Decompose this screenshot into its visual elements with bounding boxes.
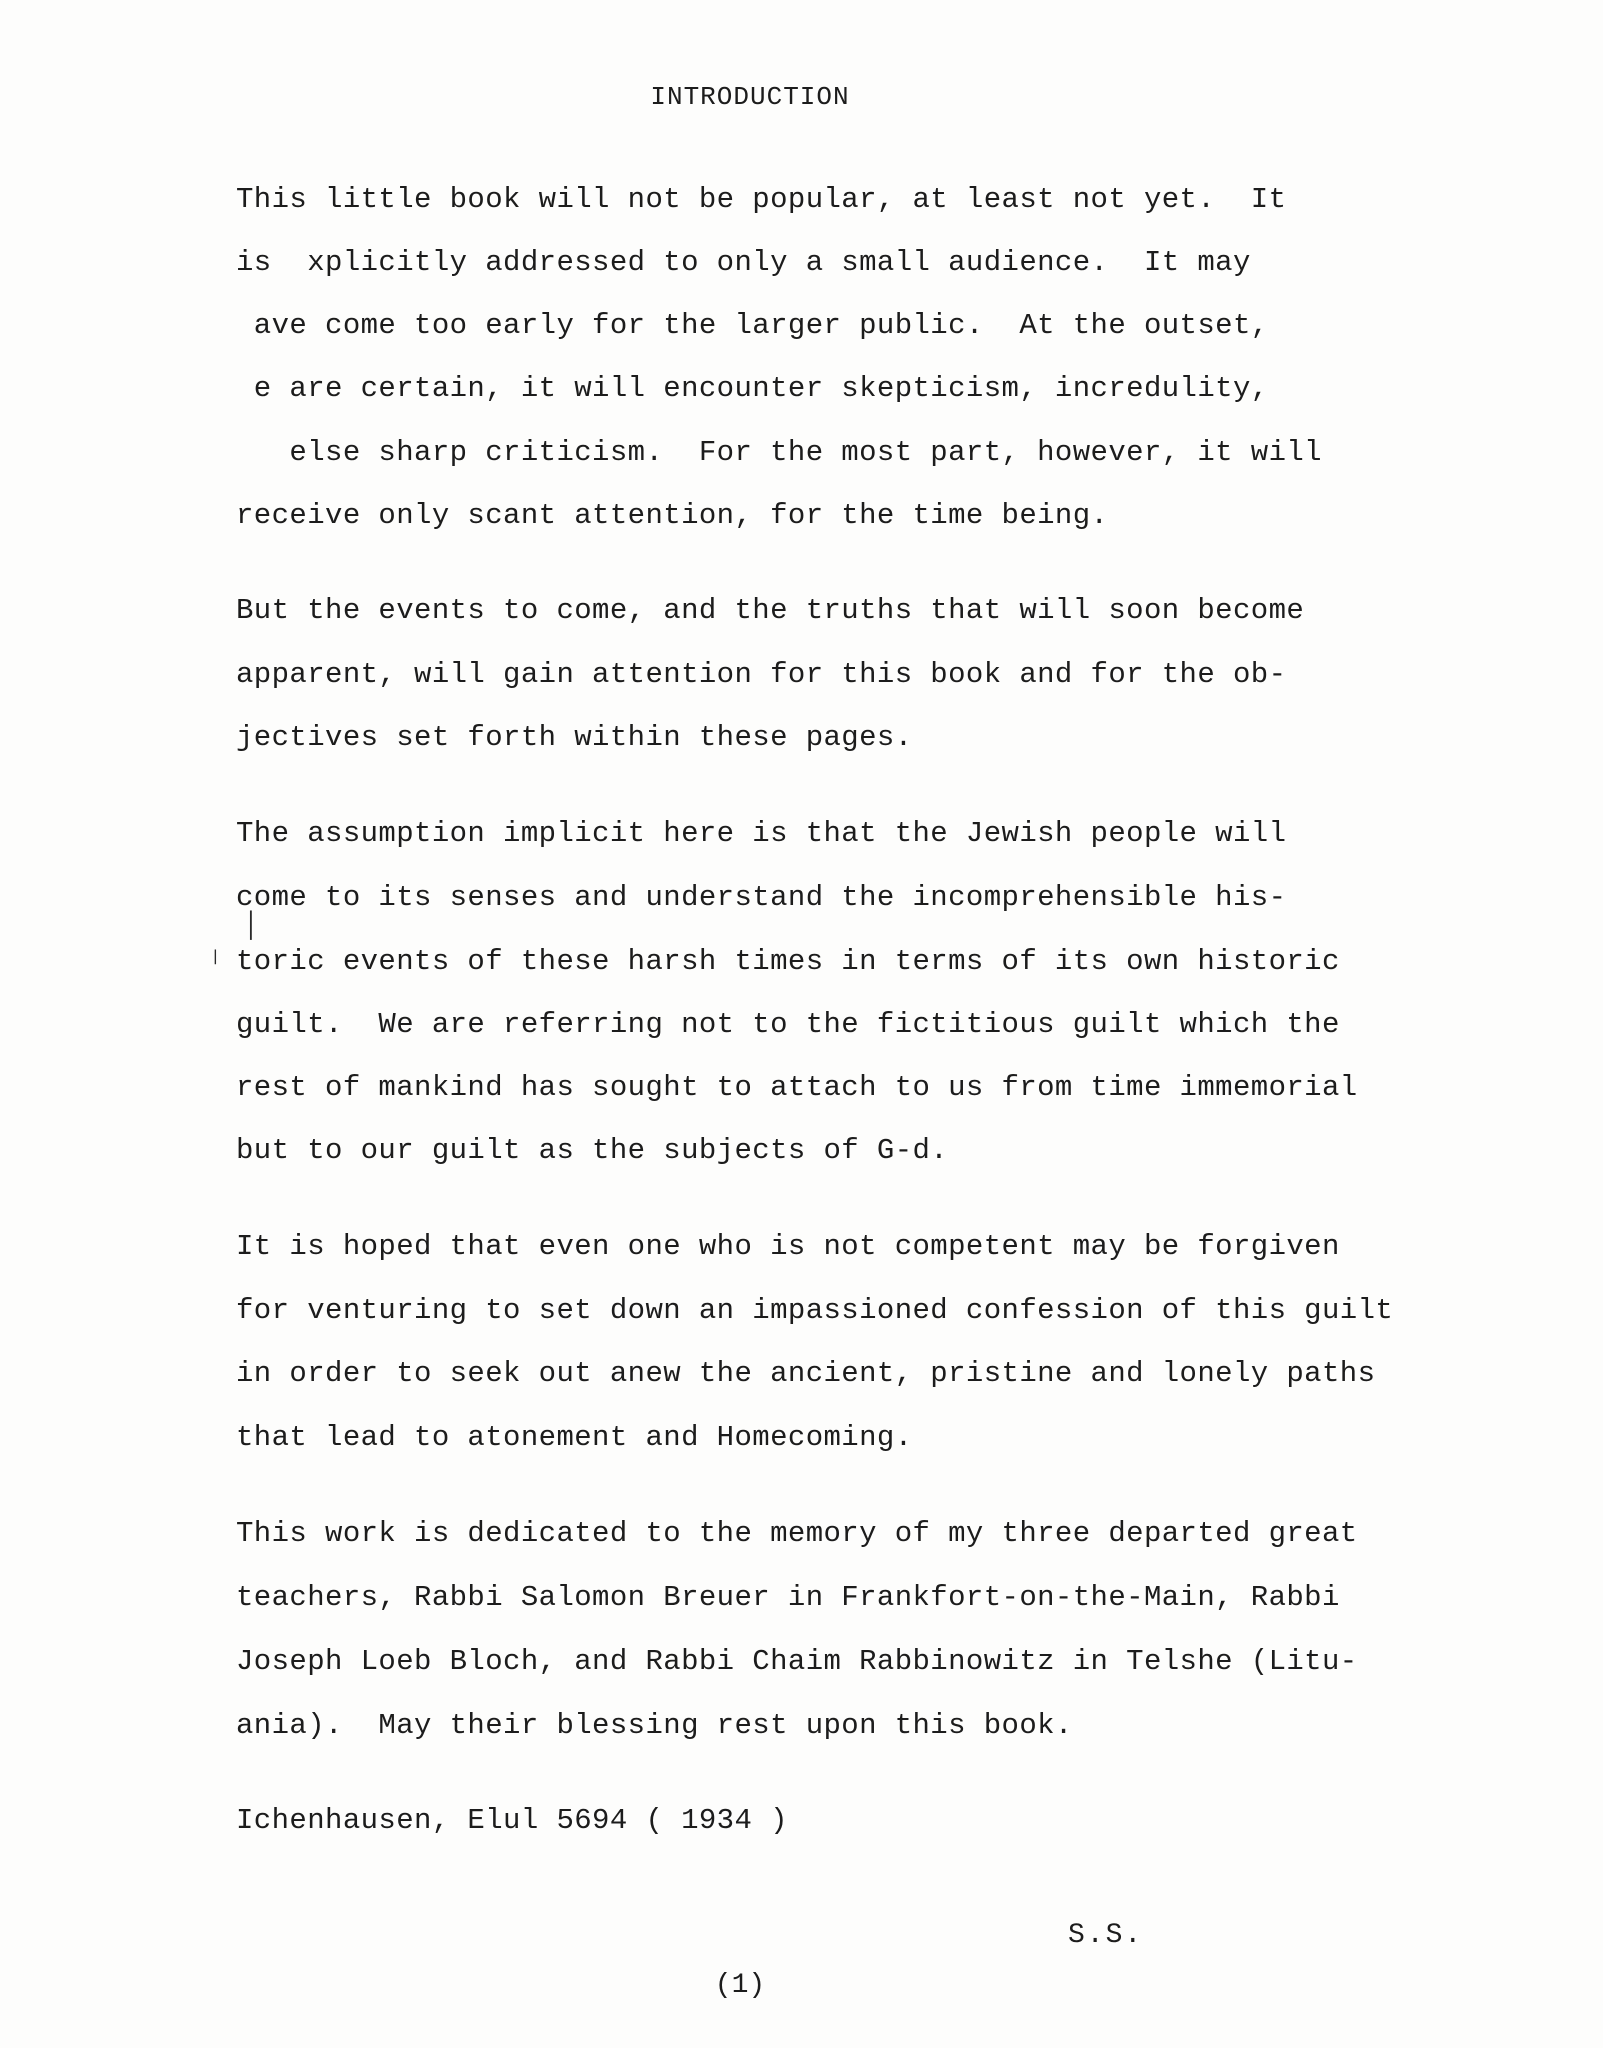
paragraph-3-line-3: toric events of these harsh times in terms of its own historic <box>236 945 1340 978</box>
paragraph-3-line-6: but to our guilt as the subjects of G-d. <box>236 1134 949 1167</box>
paragraph-2-line-3: jectives set forth within these pages. <box>236 721 913 754</box>
paragraph-3-line-2: come to its senses and understand the incomprehensible his- <box>236 881 1287 914</box>
place-date: Ichenhausen, Elul 5694 ( 1934 ) <box>236 1804 788 1837</box>
paragraph-4-line-3: in order to seek out anew the ancient, pristine and lonely paths <box>236 1357 1376 1390</box>
paragraph-5-line-2: teachers, Rabbi Salomon Breuer in Frankfort-on-the-Main, Rabbi <box>236 1581 1340 1614</box>
paragraph-4-line-2: for venturing to set down an impassioned confession of this guilt <box>236 1294 1394 1327</box>
paragraph-4-line-1: It is hoped that even one who is not competent may be forgiven <box>236 1230 1340 1263</box>
paragraph-2-line-2: apparent, will gain attention for this book and for the ob- <box>236 658 1287 691</box>
paragraph-1-line-3: ave come too early for the larger public. At the outset, <box>236 309 1269 342</box>
paragraph-5-line-3: Joseph Loeb Bloch, and Rabbi Chaim Rabbinowitz in Telshe (Litu- <box>236 1645 1358 1678</box>
paragraph-3-line-1: The assumption implicit here is that the Jewish people will <box>236 817 1287 850</box>
paragraph-1-line-5: else sharp criticism. For the most part, however, it will <box>236 436 1322 469</box>
paragraph-3-line-5: rest of mankind has sought to attach to us from time immemorial <box>236 1071 1358 1104</box>
paragraph-5-line-1: This work is dedicated to the memory of my three departed great <box>236 1517 1358 1550</box>
margin-tick-mark: ❘ <box>210 948 221 968</box>
paragraph-1-line-6: receive only scant attention, for the time being. <box>236 499 1109 532</box>
paragraph-4-line-4: that lead to atonement and Homecoming. <box>236 1421 913 1454</box>
page-title: INTRODUCTION <box>650 82 850 112</box>
page-number: (1) <box>714 1970 766 2001</box>
paragraph-1-line-4: e are certain, it will encounter skepticism, incredulity, <box>236 372 1269 405</box>
handwritten-tick-mark: │ <box>243 910 259 940</box>
author-initials: S.S. <box>1068 1920 1144 1951</box>
paragraph-5-line-4: ania). May their blessing rest upon this book. <box>236 1709 1073 1742</box>
paragraph-3-line-4: guilt. We are referring not to the fictitious guilt which the <box>236 1008 1340 1041</box>
paragraph-1-line-1: This little book will not be popular, at least not yet. It <box>236 183 1287 216</box>
paragraph-2-line-1: But the events to come, and the truths that will soon become <box>236 594 1305 627</box>
paragraph-1-line-2: is xplicitly addressed to only a small audience. It may <box>236 246 1251 279</box>
